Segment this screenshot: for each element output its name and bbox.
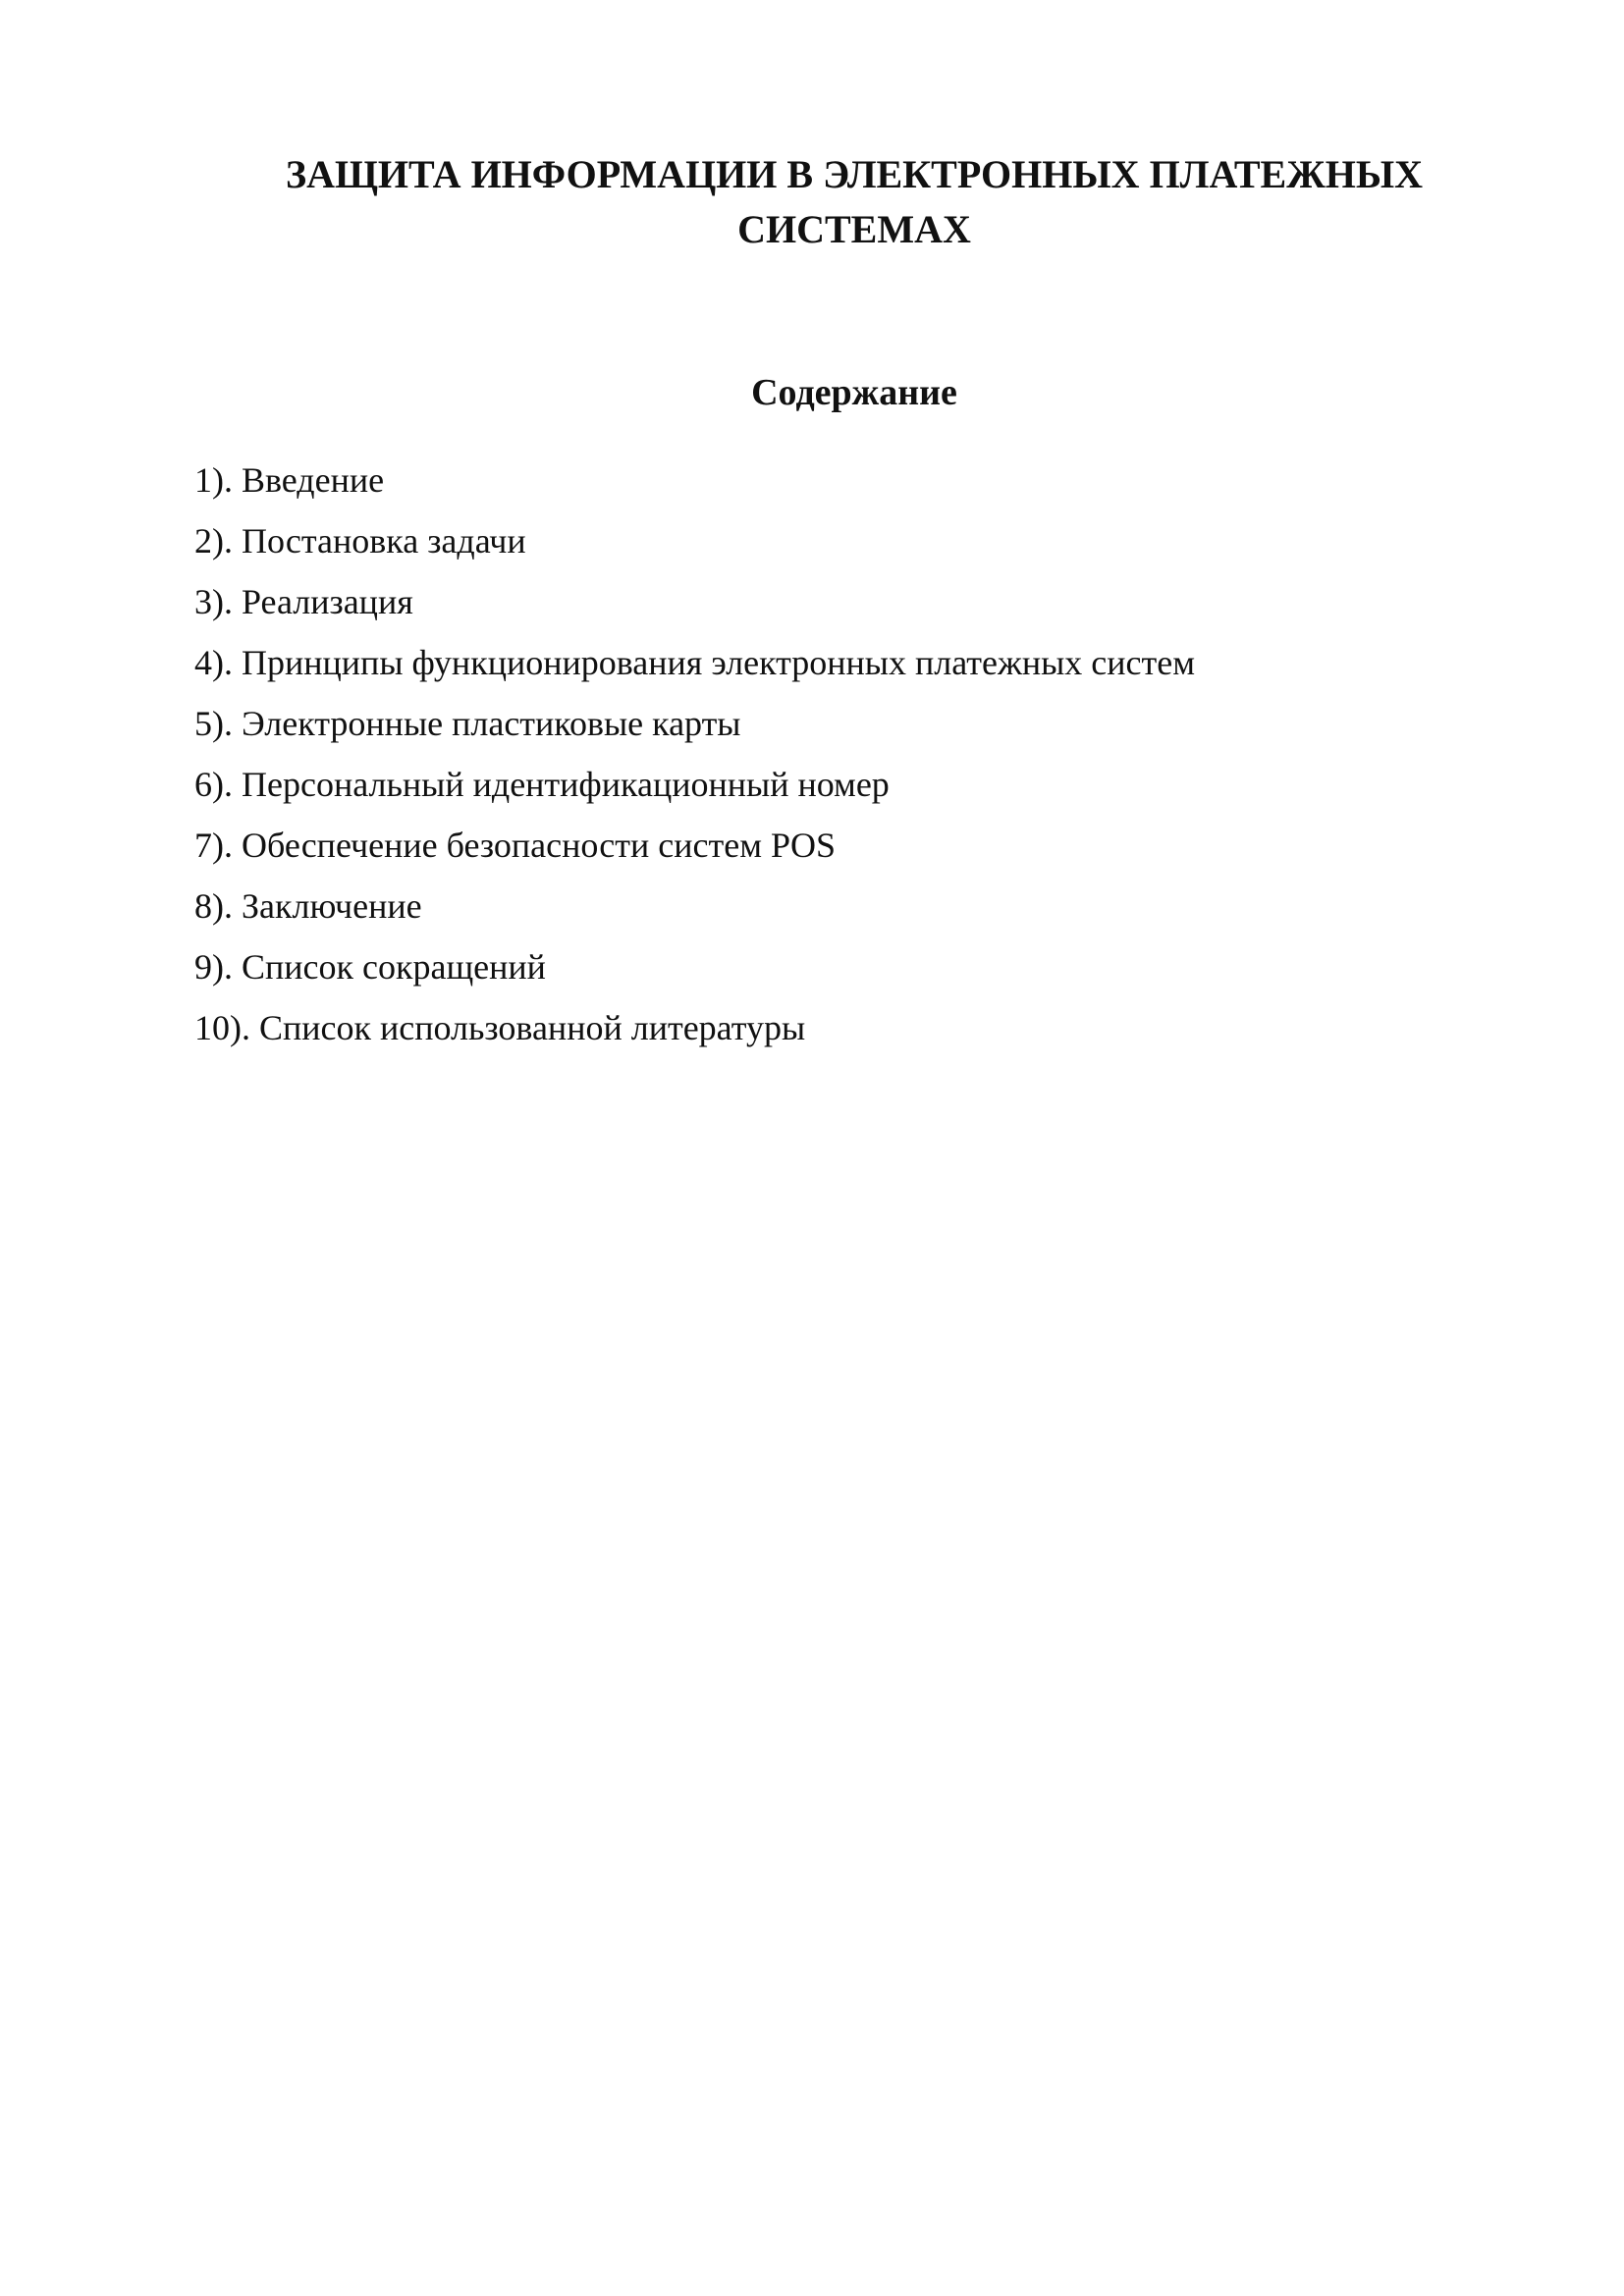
toc-item-pos-security: 7). Обеспечение безопасности систем POS <box>194 826 837 865</box>
document-title-line-2: СИСТЕМАХ <box>737 207 971 251</box>
toc-item-references: 10). Список использованной литературы <box>194 1008 806 1047</box>
toc-item-problem-statement: 2). Постановка задачи <box>194 521 526 561</box>
toc-item-abbreviations: 9). Список сокращений <box>194 947 546 987</box>
toc-item-introduction: 1). Введение <box>194 460 385 500</box>
document-title-line-1: ЗАЩИТА ИНФОРМАЦИИ В ЭЛЕКТРОННЫХ ПЛАТЕЖНЫХ <box>285 152 1424 196</box>
toc-item-implementation: 3). Реализация <box>194 582 413 621</box>
toc-item-pin: 6). Персональный идентификационный номер <box>194 765 890 804</box>
toc-heading: Содержание <box>751 372 957 413</box>
toc-item-conclusion: 8). Заключение <box>194 886 422 926</box>
toc-item-plastic-cards: 5). Электронные пластиковые карты <box>194 704 741 743</box>
table-of-contents <box>194 450 1195 1058</box>
toc-item-payment-systems-principles: 4). Принципы функционирования электронных платежных систем <box>194 643 1196 682</box>
document-title <box>196 147 1512 257</box>
